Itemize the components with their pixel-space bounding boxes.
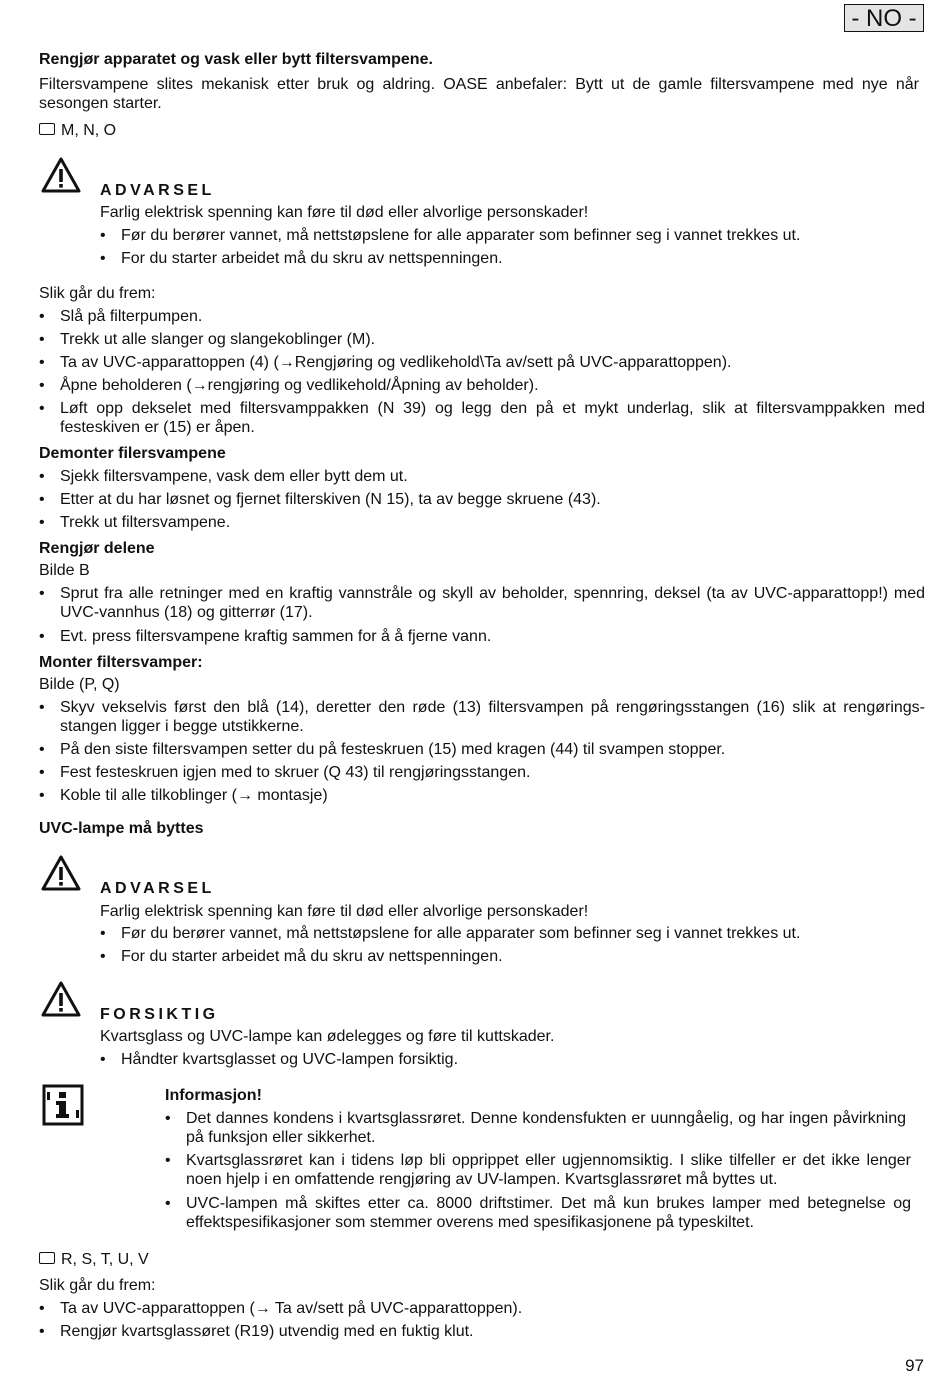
warning-triangle-icon xyxy=(40,854,82,892)
warning-label: ADVARSEL xyxy=(100,182,215,199)
list-item: • Sprut fra alle retninger med en kraftig vannstråle og skyll av beholder, spennring, deksel (ta av UVC-apparattopp!) med UVC-vannhus (18) og gitterrør (17). xyxy=(60,584,925,622)
figure-reference xyxy=(39,1250,149,1269)
list-item: • Fest festeskruen igjen med to skruer (Q 43) til rengjøringsstangen. xyxy=(60,763,530,782)
figure-reference-text: R, S, T, U, V xyxy=(61,1251,149,1268)
list-item: • Etter at du har løsnet og fjernet filterskiven (N 15), ta av begge skruene (43). xyxy=(60,490,601,509)
list-item: • Det dannes kondens i kvartsglassrøret. Denne kondensfukten er uunngåelig, og har ingen påvirkning på funksjon eller sikkerhet. xyxy=(186,1109,906,1147)
subsection-title: Demonter filersvampene xyxy=(39,445,226,462)
list-item: • UVC-lampen må skiftes etter ca. 8000 driftstimer. Det må kun brukes lamper med betegnelse og effektspesifikasjoner som stemmer overens med spesifikasjonene på typeskiltet. xyxy=(186,1194,911,1232)
figure-reference-text: M, N, O xyxy=(61,122,117,139)
list-item: • Åpne beholderen (→rengjøring og vedlikehold/Åpning av beholder). xyxy=(60,376,539,395)
subsection-title: Monter filtersvamper: xyxy=(39,654,203,671)
list-item: • Koble til alle tilkoblinger (→ montasje) xyxy=(60,786,328,805)
list-item: • Evt. press filtersvampene kraftig sammen for å å fjerne vann. xyxy=(60,627,491,646)
section-title: UVC-lampe må byttes xyxy=(39,820,204,837)
list-item: • For du starter arbeidet må du skru av nettspenningen. xyxy=(121,947,503,966)
warning-triangle-icon xyxy=(40,156,82,194)
list-item: • For du starter arbeidet må du skru av nettspenningen. xyxy=(121,249,503,268)
warning-label: ADVARSEL xyxy=(100,880,215,897)
info-icon xyxy=(42,1084,84,1126)
list-item: • Slå på filterpumpen. xyxy=(60,307,202,326)
list-item: • Før du berører vannet, må nettstøpslene for alle apparater som befinner seg i vannet trekkes ut. xyxy=(121,924,800,943)
list-item: • Løft opp dekselet med filtersvamppakken (N 39) og legg den på et mykt underlag, slik at filtersvamppakken med festeskiven er (15) er åpen. xyxy=(60,399,925,437)
caution-text: Kvartsglass og UVC-lampe kan ødelegges og føre til kuttskader. xyxy=(100,1028,555,1045)
list-item: • Trekk ut filtersvampene. xyxy=(60,513,230,532)
section-title: Rengjør apparatet og vask eller bytt filtersvampene. xyxy=(39,51,433,68)
figure-reference xyxy=(39,121,116,140)
steps-heading: Slik går du frem: xyxy=(39,1277,156,1294)
list-item: • Før du berører vannet, må nettstøpslene for alle apparater som befinner seg i vannet trekkes ut. xyxy=(121,226,800,245)
figure-reference-text: Bilde (P, Q) xyxy=(39,676,120,693)
page-number: 97 xyxy=(905,1356,924,1375)
list-item: • Skyv vekselvis først den blå (14), deretter den røde (13) filtersvampen på rengøringsstangen (16) slik at rengørings-stangen ligger i begge utstikkerne. xyxy=(60,698,925,736)
list-item: • Sjekk filtersvampene, vask dem eller bytt dem ut. xyxy=(60,467,408,486)
caution-triangle-icon xyxy=(40,980,82,1018)
list-item: • Kvartsglassrøret kan i tidens løp bli opprippet eller ugjennomsiktig. I slike tilfeller er det ikke lenger noen hjelp i en omfattende rengjøring av UV-lampen. Kvartsglassrøret må byttes ut. xyxy=(186,1151,911,1189)
book-icon xyxy=(39,1252,55,1264)
language-badge: - NO - xyxy=(844,4,924,32)
intro-paragraph: Filtersvampene slites mekanisk etter bruk og aldring. OASE anbefaler: Bytt ut de gamle filtersvampene med nye når sesongen starter. xyxy=(39,76,919,112)
list-item: • Rengjør kvartsglassøret (R19) utvendig med en fuktig klut. xyxy=(60,1322,474,1341)
list-item: • Trekk ut alle slanger og slangekoblinger (M). xyxy=(60,330,375,349)
list-item: • Håndter kvartsglasset og UVC-lampen forsiktig. xyxy=(121,1050,458,1069)
steps-heading: Slik går du frem: xyxy=(39,285,156,302)
subsection-title: Rengjør delene xyxy=(39,540,155,557)
caution-label: FORSIKTIG xyxy=(100,1006,219,1023)
list-item: • Ta av UVC-apparattoppen (→ Ta av/sett på UVC-apparattoppen). xyxy=(60,1299,522,1318)
figure-reference-text: Bilde B xyxy=(39,562,90,579)
list-item: • På den siste filtersvampen setter du på festeskruen (15) med kragen (44) til svampen stopper. xyxy=(60,740,725,759)
book-icon xyxy=(39,123,55,135)
list-item: • Ta av UVC-apparattoppen (4) (→Rengjøring og vedlikehold\Ta av/sett på UVC-apparattoppen). xyxy=(60,353,731,372)
warning-text: Farlig elektrisk spenning kan føre til død eller alvorlige personskader! xyxy=(100,903,589,920)
warning-text: Farlig elektrisk spenning kan føre til død eller alvorlige personskader! xyxy=(100,204,589,221)
info-title: Informasjon! xyxy=(165,1087,262,1104)
